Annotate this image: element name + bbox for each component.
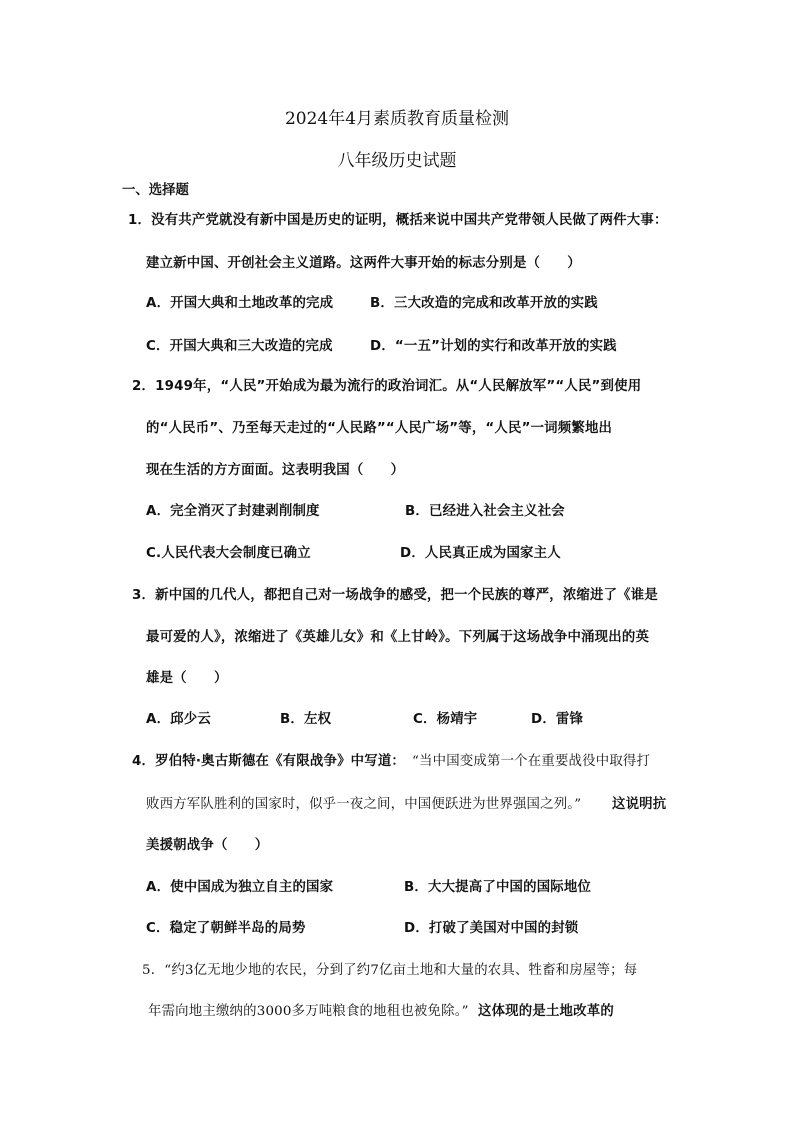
section-heading: 一、选择题 [122,183,189,198]
question-3-option-d: D．雷锋 [531,712,584,727]
question-1-stem-line-1: 1．没有共产党就没有新中国是历史的证明，概括来说中国共产党带领人民做了两件大事： [128,213,668,228]
question-1-option-c: C．开国大典和三大改造的完成 [146,339,333,354]
question-1-stem-line-2: 建立新中国、开创社会主义道路。这两件大事开始的标志分别是（ ） [146,256,581,271]
question-2-stem-line-3: 现在生活的方方面面。这表明我国（ ） [146,463,405,478]
question-2-stem-line-1: 2．1949年，“人民”开始成为最为流行的政治词汇。从“人民解放军”“人民”到使用 [132,379,642,394]
question-3-option-c: C．杨靖宇 [413,712,478,727]
question-3-option-a: A．邱少云 [146,712,211,727]
question-4-quote-line-1: “当中国变成第一个在重要战役中取得打 [412,754,651,769]
exam-title: 2024年4月素质教育质量检测 [284,109,510,129]
question-3-option-b: B．左权 [280,712,332,727]
question-4-option-c: C．稳定了朝鲜半岛的局势 [146,921,306,936]
exam-subtitle: 八年级历史试题 [337,151,457,171]
question-5-quote-line-2: 年需向地主缴纳的3000多万吨粮食的地租也被免除。” [148,1004,469,1019]
question-1-option-a: A．开国大典和土地改革的完成 [146,296,334,311]
question-3-stem-line-3: 雄是（ ） [146,671,228,686]
question-4-option-d: D．打破了美国对中国的封锁 [404,921,579,936]
question-1-option-d: D．“一五”计划的实行和改革开放的实践 [370,339,617,354]
question-4-stem-line-2b: 这说明抗 [612,797,667,812]
question-3-stem-line-2: 最可爱的人》，浓缩进了《英雄儿女》和《上甘岭》。下列属于这场战争中涌现出的英 [146,630,650,645]
question-4-option-b: B．大大提高了中国的国际地位 [404,880,592,895]
question-3-stem-line-1: 3．新中国的几代人，都把自己对一场战争的感受，把一个民族的尊严，浓缩进了《谁是 [132,588,658,603]
question-1-option-b: B．三大改造的完成和改革开放的实践 [370,296,598,311]
question-2-option-a: A．完全消灭了封建剥削制度 [146,504,320,519]
question-4-option-a: A．使中国成为独立自主的国家 [146,880,334,895]
question-2-option-b: B．已经进入社会主义社会 [405,504,565,519]
question-2-stem-line-2: 的“人民币”、乃至每天走过的“人民路”“人民广场”等，“人民”一词频繁地出 [146,421,613,436]
question-5-stem-line-2b: 这体现的是土地改革的 [478,1004,614,1019]
question-2-option-c: C.人民代表大会制度已确立 [146,546,311,561]
question-4-stem-line-3: 美援朝战争（ ） [146,838,269,853]
question-4-quote-line-2: 败西方军队胜利的国家时，似乎一夜之间，中国便跃进为世界强国之列。” [146,797,582,812]
question-4-stem-line-1a: 4．罗伯特·奥古斯德在《有限战争》中写道： [132,754,406,769]
question-2-option-d: D．人民真正成为国家主人 [400,546,561,561]
question-5-quote-line-1: 5．“约3亿无地少地的农民，分到了约7亿亩土地和大量的农具、牲畜和房屋等；每 [142,963,638,978]
